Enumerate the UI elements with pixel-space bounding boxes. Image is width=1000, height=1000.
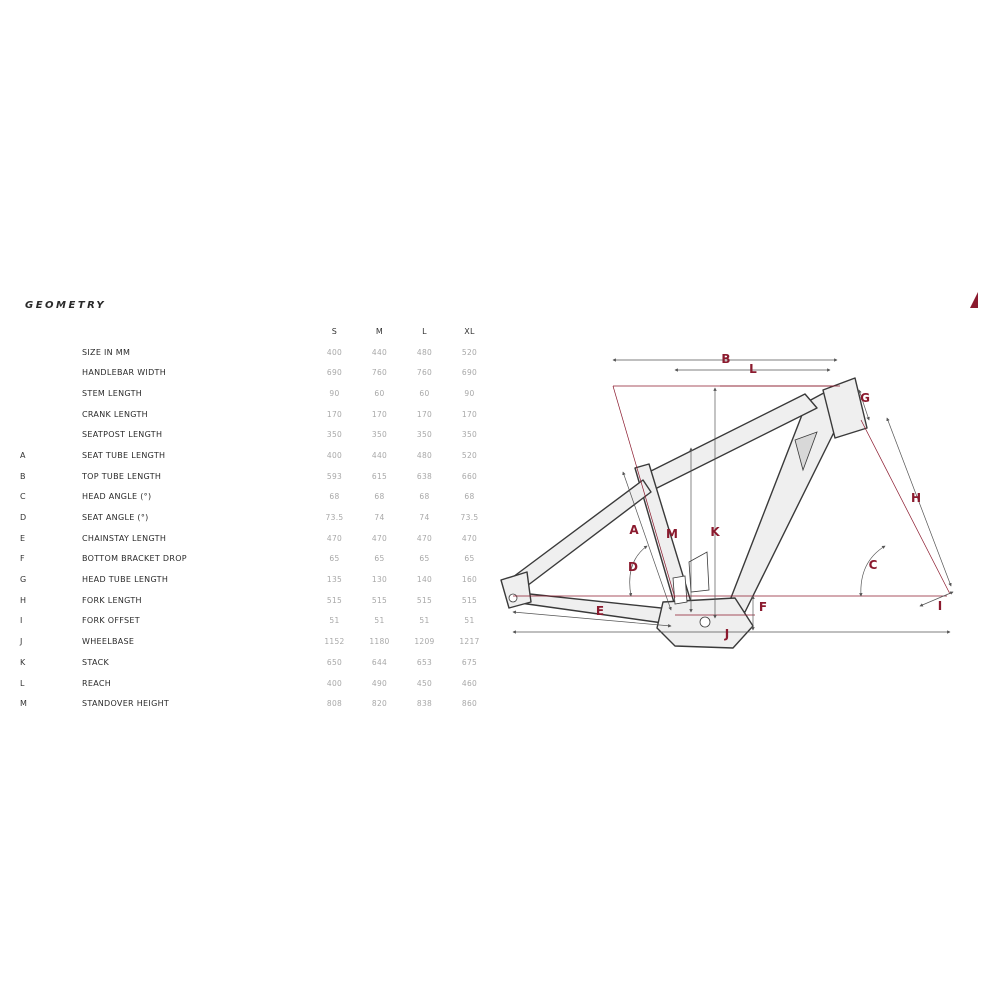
row-value-xl: 65 — [464, 554, 475, 564]
row-code: A — [20, 450, 26, 460]
row-label: FORK OFFSET — [82, 616, 140, 626]
row-value-s: 470 — [326, 533, 343, 543]
row-value-s: 170 — [326, 409, 343, 419]
frame-geometry-diagram — [495, 340, 975, 660]
row-value-l: 51 — [419, 616, 430, 626]
size-header-s: S — [331, 326, 338, 336]
row-value-s: 1152 — [324, 637, 345, 647]
row-value-s: 73.5 — [325, 513, 344, 523]
row-code: J — [20, 637, 23, 647]
row-value-s: 90 — [329, 388, 340, 398]
table-row — [20, 342, 492, 363]
corner-accent-mark — [970, 292, 978, 308]
label-b: B — [721, 352, 731, 366]
size-header-m: M — [375, 326, 384, 336]
table-row — [20, 383, 492, 404]
label-h: H — [910, 491, 922, 505]
row-value-xl: 73.5 — [460, 513, 479, 523]
row-value-m: 440 — [371, 347, 388, 357]
row-value-xl: 90 — [464, 388, 475, 398]
row-value-xl: 470 — [461, 533, 478, 543]
row-value-xl: 515 — [461, 595, 478, 605]
row-value-xl: 690 — [461, 368, 478, 378]
row-value-m: 820 — [371, 699, 388, 709]
size-header-l: L — [422, 326, 427, 336]
row-value-s: 650 — [326, 657, 343, 667]
row-value-m: 615 — [371, 471, 388, 481]
row-value-xl: 675 — [461, 657, 478, 667]
label-k: K — [710, 525, 720, 539]
row-value-s: 400 — [326, 450, 343, 460]
row-label: SEAT ANGLE (°) — [82, 513, 149, 523]
table-row — [20, 487, 492, 508]
row-code — [20, 404, 82, 425]
row-value-s: 690 — [326, 368, 343, 378]
row-value-s: 65 — [329, 554, 340, 564]
row-value-m: 470 — [371, 533, 388, 543]
row-value-l: 350 — [416, 430, 433, 440]
row-label: STANDOVER HEIGHT — [82, 699, 170, 709]
label-j: J — [724, 627, 730, 641]
row-value-xl: 520 — [461, 347, 478, 357]
bike-frame — [501, 378, 867, 648]
row-value-xl: 51 — [464, 616, 475, 626]
row-value-xl: 1217 — [459, 637, 480, 647]
row-code: M — [20, 699, 28, 709]
row-value-l: 470 — [416, 533, 433, 543]
row-value-m: 51 — [374, 616, 385, 626]
geometry-table — [20, 321, 492, 714]
row-code: D — [20, 513, 27, 523]
table-row — [20, 549, 492, 570]
row-value-l: 480 — [416, 450, 433, 460]
row-value-xl: 660 — [461, 471, 478, 481]
table-row — [20, 693, 492, 714]
label-f: F — [758, 600, 768, 614]
row-value-l: 140 — [416, 575, 433, 585]
table-row — [20, 528, 492, 549]
label-l: L — [749, 362, 757, 376]
row-value-m: 490 — [371, 678, 388, 688]
arrow-i — [920, 592, 953, 606]
row-value-xl: 460 — [461, 678, 478, 688]
row-value-m: 440 — [371, 450, 388, 460]
row-value-s: 593 — [326, 471, 343, 481]
row-code — [20, 362, 82, 383]
row-code: C — [20, 492, 26, 502]
row-label: WHEELBASE — [82, 637, 135, 647]
row-value-xl: 160 — [461, 575, 478, 585]
row-value-l: 480 — [416, 347, 433, 357]
table-row — [20, 673, 492, 694]
row-label: HEAD ANGLE (°) — [82, 492, 152, 502]
row-value-xl: 520 — [461, 450, 478, 460]
size-header-row — [20, 321, 492, 342]
row-value-s: 135 — [326, 575, 343, 585]
row-code — [20, 342, 82, 363]
row-value-s: 68 — [329, 492, 340, 502]
row-label: FORK LENGTH — [82, 595, 142, 605]
row-label: TOP TUBE LENGTH — [82, 471, 162, 481]
row-value-l: 170 — [416, 409, 433, 419]
row-value-l: 450 — [416, 678, 433, 688]
row-label: CRANK LENGTH — [82, 409, 148, 419]
row-code: K — [20, 657, 26, 667]
row-value-s: 808 — [326, 699, 343, 709]
row-value-m: 130 — [371, 575, 388, 585]
dimension-lines — [513, 386, 950, 615]
row-label: STEM LENGTH — [82, 388, 143, 398]
row-value-xl: 860 — [461, 699, 478, 709]
row-value-s: 51 — [329, 616, 340, 626]
row-value-l: 74 — [419, 513, 430, 523]
page-title: GEOMETRY — [25, 300, 107, 311]
row-value-l: 760 — [416, 368, 433, 378]
table-row — [20, 611, 492, 632]
row-value-l: 515 — [416, 595, 433, 605]
label-m: M — [666, 527, 678, 541]
rear-dropout — [501, 572, 531, 608]
row-label: HEAD TUBE LENGTH — [82, 575, 169, 585]
row-label: SEAT TUBE LENGTH — [82, 450, 166, 460]
row-value-l: 838 — [416, 699, 433, 709]
label-d: D — [628, 560, 638, 574]
row-code — [20, 383, 82, 404]
row-value-m: 515 — [371, 595, 388, 605]
row-value-l: 60 — [419, 388, 430, 398]
row-label: BOTTOM BRACKET DROP — [82, 554, 187, 564]
table-row — [20, 569, 492, 590]
table-row — [20, 631, 492, 652]
row-value-m: 65 — [374, 554, 385, 564]
row-label: CHAINSTAY LENGTH — [82, 533, 167, 543]
row-code: F — [20, 554, 25, 564]
row-value-xl: 170 — [461, 409, 478, 419]
table-row — [20, 507, 492, 528]
row-value-xl: 68 — [464, 492, 475, 502]
row-value-l: 653 — [416, 657, 433, 667]
table-row — [20, 404, 492, 425]
row-value-m: 74 — [374, 513, 385, 523]
row-code: G — [20, 575, 27, 585]
row-code — [20, 424, 82, 445]
table-row — [20, 445, 492, 466]
row-value-l: 68 — [419, 492, 430, 502]
row-label: SIZE IN MM — [82, 347, 131, 357]
row-value-l: 65 — [419, 554, 430, 564]
row-label: SEATPOST LENGTH — [82, 430, 163, 440]
table-row — [20, 466, 492, 487]
label-g: G — [860, 391, 870, 405]
row-code: E — [20, 533, 26, 543]
row-value-m: 60 — [374, 388, 385, 398]
table-row — [20, 590, 492, 611]
row-code: L — [20, 678, 25, 688]
row-code: H — [20, 595, 27, 605]
row-value-m: 760 — [371, 368, 388, 378]
row-value-m: 350 — [371, 430, 388, 440]
row-value-s: 400 — [326, 347, 343, 357]
row-value-l: 1209 — [414, 637, 435, 647]
row-value-m: 68 — [374, 492, 385, 502]
row-value-s: 400 — [326, 678, 343, 688]
row-label: STACK — [82, 657, 110, 667]
row-value-m: 170 — [371, 409, 388, 419]
dim-line-seat-slope — [613, 386, 675, 598]
table-row — [20, 424, 492, 445]
label-a: A — [629, 523, 639, 537]
row-value-l: 638 — [416, 471, 433, 481]
table-row — [20, 362, 492, 383]
table-row — [20, 652, 492, 673]
row-value-s: 515 — [326, 595, 343, 605]
row-value-s: 350 — [326, 430, 343, 440]
row-code: B — [20, 471, 26, 481]
size-header-xl: XL — [464, 326, 475, 336]
label-i: I — [937, 599, 943, 613]
row-label: HANDLEBAR WIDTH — [82, 368, 167, 378]
row-value-m: 644 — [371, 657, 388, 667]
label-e: E — [595, 604, 605, 618]
row-code: I — [20, 616, 23, 626]
label-c: C — [868, 558, 878, 572]
row-value-m: 1180 — [369, 637, 390, 647]
row-label: REACH — [82, 678, 112, 688]
row-value-xl: 350 — [461, 430, 478, 440]
